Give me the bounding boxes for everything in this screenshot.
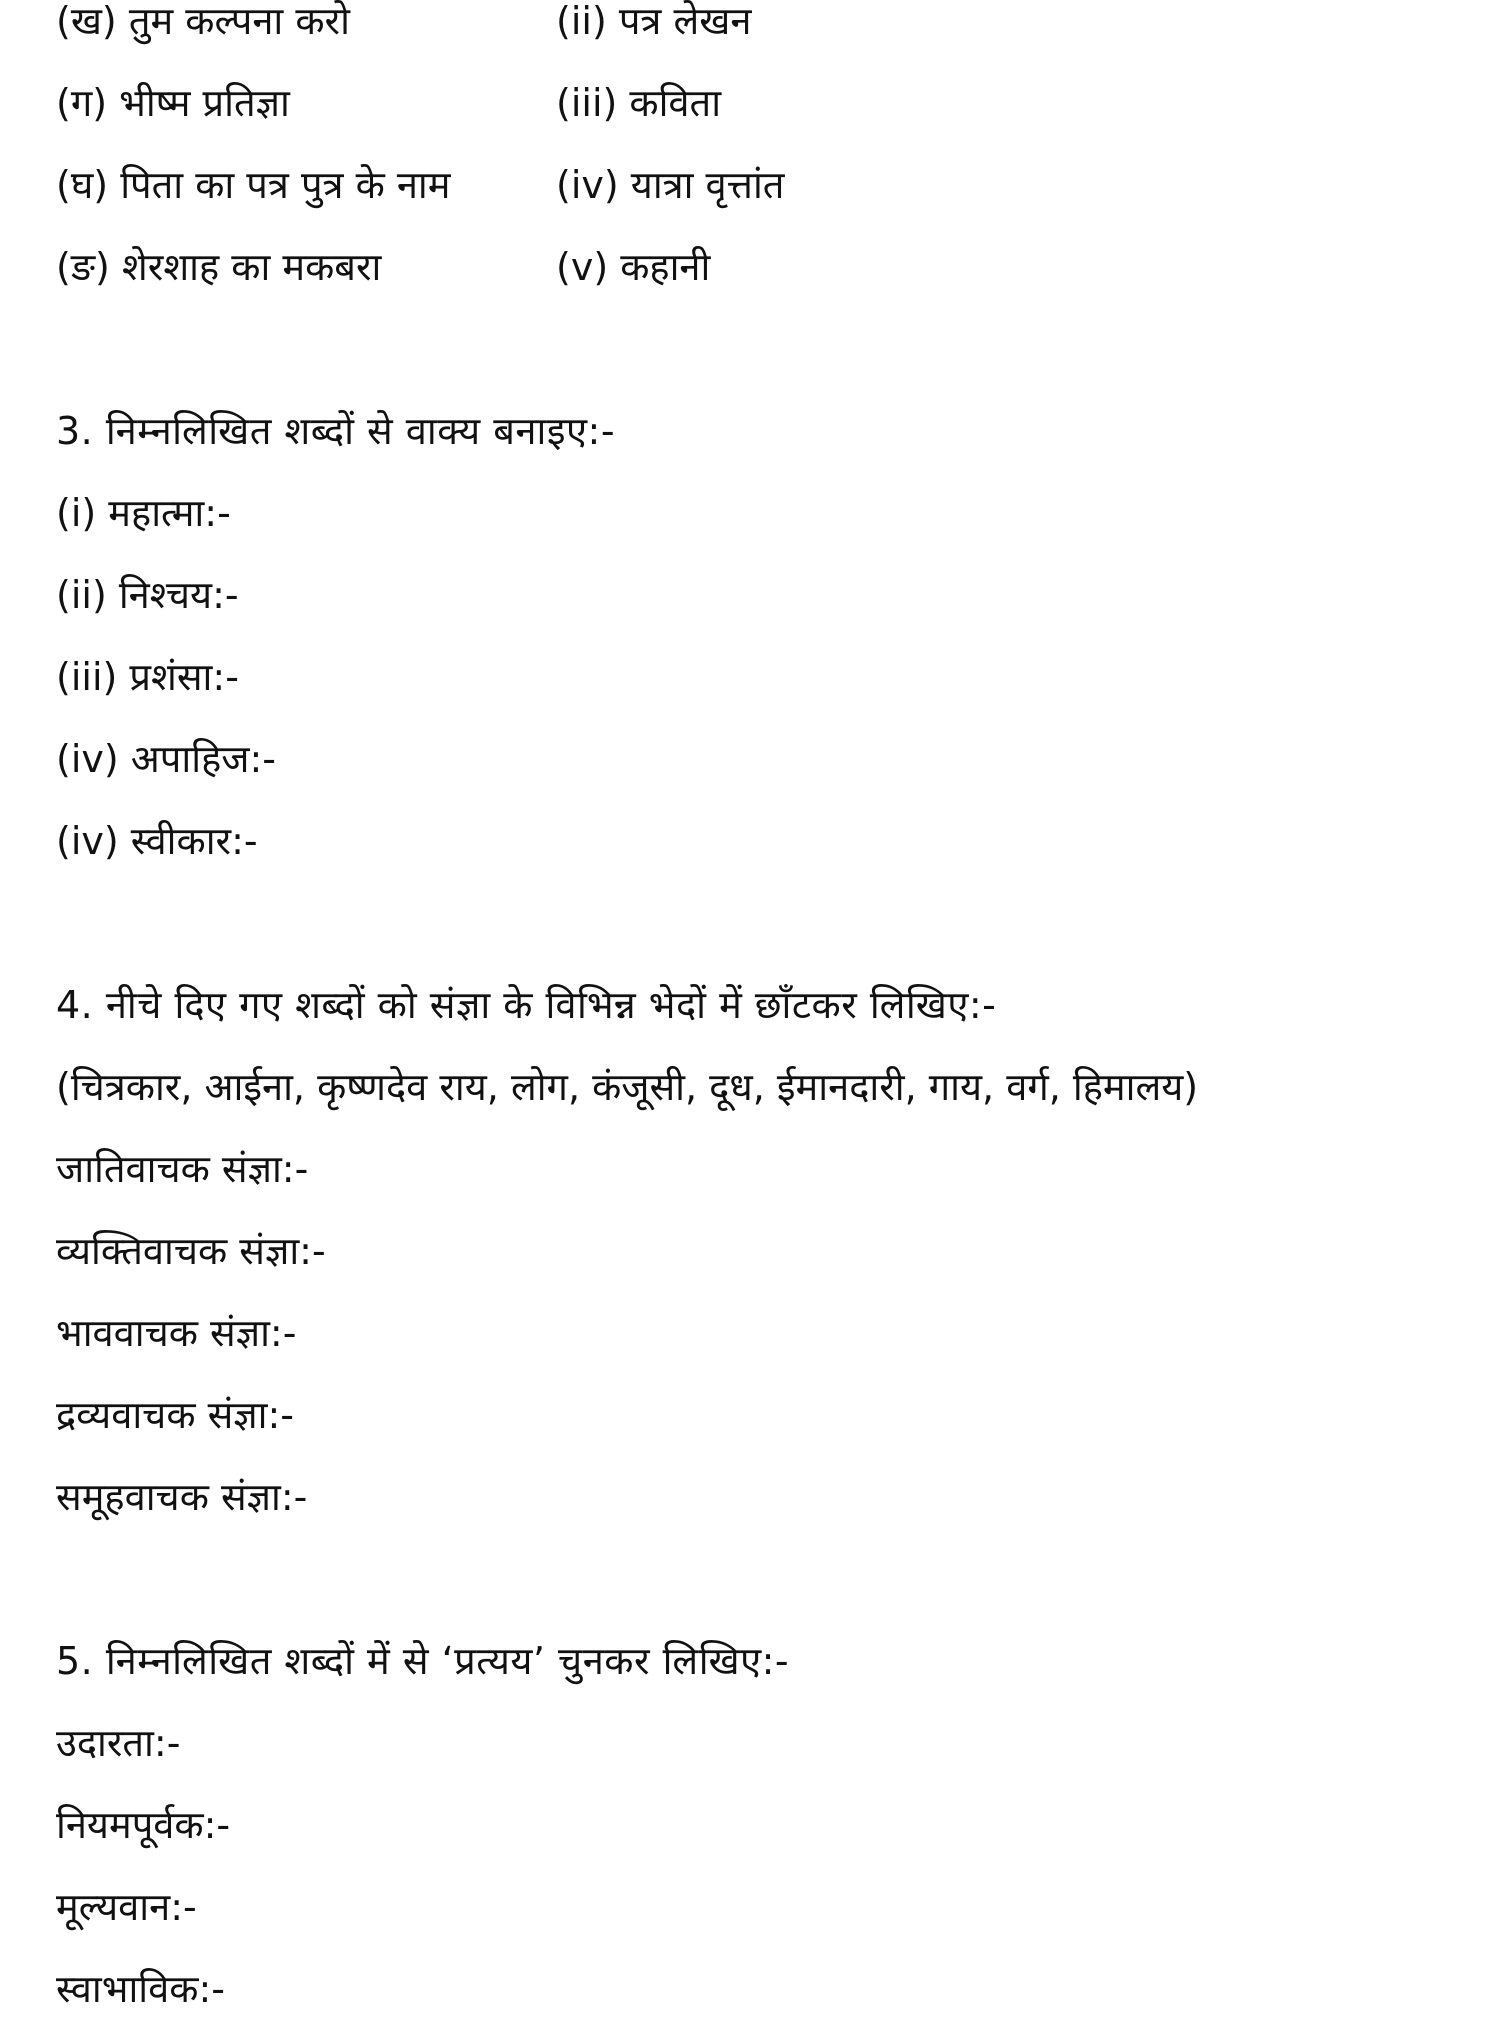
q4-item: जातिवाचक संज्ञा:- — [56, 1147, 309, 1191]
match-right-item: (v) कहानी — [556, 245, 711, 289]
match-right-item: (iv) यात्रा वृत्तांत — [556, 163, 785, 207]
match-row — [56, 78, 1456, 138]
q5-item: स्वाभाविक:- — [56, 1967, 225, 2011]
q3-item: (iv) अपाहिज:- — [56, 737, 276, 781]
q4-item: द्रव्यवाचक संज्ञा:- — [56, 1393, 294, 1437]
match-left-item: (घ) पिता का पत्र पुत्र के नाम — [56, 163, 451, 207]
q5-heading: 5. निम्नलिखित शब्दों में से ‘प्रत्यय’ चुनकर लिखिए:- — [56, 1639, 790, 1683]
q3-item: (i) महात्मा:- — [56, 491, 231, 535]
q3-item: (iii) प्रशंसा:- — [56, 655, 239, 699]
q5-item: नियमपूर्वक:- — [56, 1803, 231, 1847]
match-row — [56, 0, 1456, 56]
match-row — [56, 160, 1456, 220]
q5-item: मूल्यवान:- — [56, 1885, 197, 1929]
q3-item: (iv) स्वीकार:- — [56, 819, 258, 863]
q4-item: व्यक्तिवाचक संज्ञा:- — [56, 1229, 326, 1273]
q4-word-list: (चित्रकार, आईना, कृष्णदेव राय, लोग, कंजूसी, दूध, ईमानदारी, गाय, वर्ग, हिमालय) — [56, 1065, 1199, 1109]
match-right-item: (ii) पत्र लेखन — [556, 0, 752, 43]
match-left-item: (ख) तुम कल्पना करो — [56, 0, 350, 43]
match-left-item: (ङ) शेरशाह का मकबरा — [56, 245, 382, 289]
q5-item: उदारता:- — [56, 1721, 181, 1765]
match-right-item: (iii) कविता — [556, 81, 722, 125]
q4-heading: 4. नीचे दिए गए शब्दों को संज्ञा के विभिन्न भेदों में छाँटकर लिखिए:- — [56, 983, 997, 1027]
q4-item: भाववाचक संज्ञा:- — [56, 1311, 297, 1355]
match-row — [56, 242, 1456, 302]
q3-heading: 3. निम्नलिखित शब्दों से वाक्य बनाइए:- — [56, 409, 616, 453]
q3-item: (ii) निश्चय:- — [56, 573, 239, 617]
q4-item: समूहवाचक संज्ञा:- — [56, 1475, 308, 1519]
match-left-item: (ग) भीष्म प्रतिज्ञा — [56, 81, 290, 125]
